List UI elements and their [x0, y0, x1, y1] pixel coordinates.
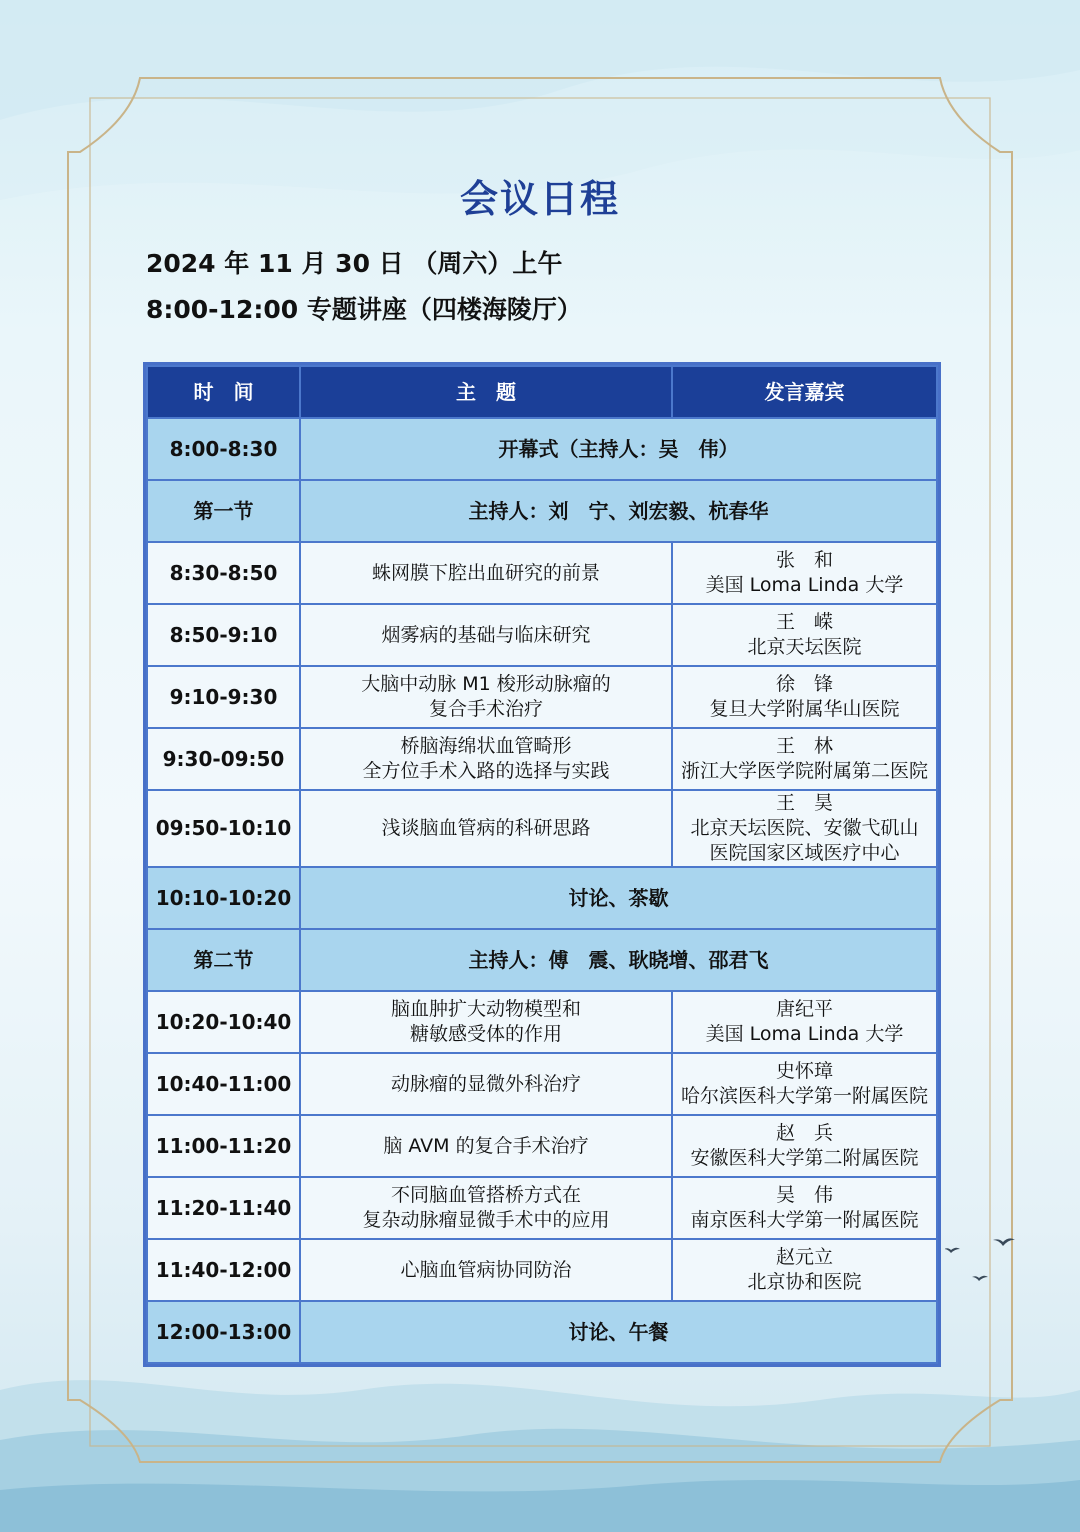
- speaker-cell: [672, 542, 937, 604]
- speaker-cell: [672, 1239, 937, 1301]
- topic-line: 脑 AVM 的复合手术治疗: [383, 1134, 589, 1157]
- topic-line: 复杂动脉瘤显微手术中的应用: [362, 1209, 610, 1231]
- speaker-name: 张 和: [775, 549, 833, 571]
- speaker-affiliation: 医院国家区域医疗中心: [709, 842, 900, 864]
- header-speaker: 发言嘉宾: [672, 366, 937, 418]
- speaker-cell: [672, 1053, 937, 1115]
- time-cell: 10:10-10:20: [147, 867, 300, 929]
- session-cell: 讨论、茶歇: [300, 867, 937, 929]
- session-cell: 主持人：傅 震、耿晓增、邵君飞: [300, 929, 937, 991]
- topic-cell: [300, 1239, 672, 1301]
- speaker-name: 王 林: [775, 735, 833, 757]
- topic-line: 烟雾病的基础与临床研究: [381, 623, 591, 646]
- speaker-cell: [672, 1115, 937, 1177]
- topic-cell: [300, 1053, 672, 1115]
- table-row: [147, 542, 937, 604]
- speaker-cell: [672, 728, 937, 790]
- header-topic: 主 题: [300, 366, 672, 418]
- speaker-affiliation: 南京医科大学第一附属医院: [690, 1209, 919, 1231]
- topic-line: 动脉瘤的显微外科治疗: [390, 1072, 581, 1095]
- topic-line: 心脑血管病协同防治: [400, 1258, 572, 1281]
- speaker-name: 吴 伟: [775, 1184, 833, 1206]
- session-cell: 开幕式（主持人：吴 伟）: [300, 418, 937, 480]
- speaker-cell: [672, 1177, 937, 1239]
- time-cell: 11:40-12:00: [147, 1239, 300, 1301]
- topic-line: 复合手术治疗: [428, 698, 543, 720]
- topic-cell: [300, 790, 672, 867]
- table-row: [147, 1177, 937, 1239]
- topic-cell: [300, 991, 672, 1053]
- table-row: [147, 1239, 937, 1301]
- table-row: [147, 1301, 937, 1363]
- table-header-row: [147, 366, 937, 418]
- time-cell: 第一节: [147, 480, 300, 542]
- topic-line: 不同脑血管搭桥方式在: [390, 1184, 581, 1206]
- topic-line: 大脑中动脉 M1 梭形动脉瘤的: [361, 673, 611, 695]
- speaker-affiliation: 美国 Loma Linda 大学: [705, 1023, 904, 1045]
- session-cell: 主持人：刘 宁、刘宏毅、杭春华: [300, 480, 937, 542]
- speaker-affiliation: 北京协和医院: [747, 1271, 862, 1293]
- table-row: [147, 867, 937, 929]
- table-row: [147, 666, 937, 728]
- time-cell: 11:00-11:20: [147, 1115, 300, 1177]
- speaker-name: 王 昊: [775, 792, 833, 814]
- topic-line: 脑血肿扩大动物模型和: [390, 998, 581, 1020]
- time-cell: 10:40-11:00: [147, 1053, 300, 1115]
- date-line: 2024 年 11 月 30 日 （周六）上午: [146, 249, 563, 278]
- table-row: [147, 728, 937, 790]
- topic-line: 浅谈脑血管病的科研思路: [381, 817, 591, 839]
- speaker-name: 赵元立: [775, 1246, 833, 1268]
- speaker-affiliation: 安徽医科大学第二附属医院: [690, 1147, 919, 1169]
- time-cell: 12:00-13:00: [147, 1301, 300, 1363]
- speaker-cell: [672, 604, 937, 666]
- session-line: 8:00-12:00 专题讲座（四楼海陵厅）: [146, 295, 582, 324]
- speaker-cell: [672, 790, 937, 867]
- topic-cell: [300, 604, 672, 666]
- table-row: [147, 604, 937, 666]
- topic-cell: [300, 1177, 672, 1239]
- birds-decoration: [945, 1232, 1025, 1292]
- time-cell: 9:30-09:50: [147, 728, 300, 790]
- header-time: 时 间: [147, 366, 300, 418]
- speaker-affiliation: 美国 Loma Linda 大学: [705, 574, 904, 596]
- speaker-name: 徐 锋: [775, 673, 833, 695]
- time-cell: 11:20-11:40: [147, 1177, 300, 1239]
- page-title: 会议日程: [459, 177, 620, 221]
- speaker-cell: [672, 666, 937, 728]
- speaker-affiliation: 哈尔滨医科大学第一附属医院: [680, 1085, 928, 1107]
- time-cell: 第二节: [147, 929, 300, 991]
- table-row: [147, 480, 937, 542]
- speaker-name: 赵 兵: [775, 1122, 833, 1144]
- table-row: [147, 1115, 937, 1177]
- speaker-affiliation: 浙江大学医学院附属第二医院: [680, 760, 928, 782]
- time-cell: 10:20-10:40: [147, 991, 300, 1053]
- time-cell: 9:10-9:30: [147, 666, 300, 728]
- topic-line: 蛛网膜下腔出血研究的前景: [371, 561, 600, 584]
- speaker-affiliation: 复旦大学附属华山医院: [709, 698, 900, 720]
- table-row: [147, 790, 937, 867]
- time-cell: 8:50-9:10: [147, 604, 300, 666]
- session-cell: 讨论、午餐: [300, 1301, 937, 1363]
- table-row: [147, 991, 937, 1053]
- speaker-name: 王 嵘: [775, 611, 833, 633]
- table-row: [147, 418, 937, 480]
- speaker-name: 史怀璋: [775, 1060, 833, 1082]
- topic-cell: [300, 666, 672, 728]
- time-cell: 8:30-8:50: [147, 542, 300, 604]
- table-row: [147, 929, 937, 991]
- schedule-body: [147, 418, 937, 1363]
- speaker-name: 唐纪平: [775, 998, 833, 1020]
- topic-cell: [300, 728, 672, 790]
- table-row: [147, 1053, 937, 1115]
- time-cell: 09:50-10:10: [147, 790, 300, 867]
- speaker-affiliation: 北京天坛医院、安徽弋矶山: [690, 817, 919, 839]
- schedule-table: [146, 365, 938, 1364]
- topic-cell: [300, 542, 672, 604]
- speaker-cell: [672, 991, 937, 1053]
- topic-line: 糖敏感受体的作用: [409, 1023, 562, 1045]
- time-cell: 8:00-8:30: [147, 418, 300, 480]
- speaker-affiliation: 北京天坛医院: [747, 636, 862, 658]
- topic-cell: [300, 1115, 672, 1177]
- topic-line: 桥脑海绵状血管畸形: [400, 735, 572, 757]
- topic-line: 全方位手术入路的选择与实践: [362, 760, 610, 782]
